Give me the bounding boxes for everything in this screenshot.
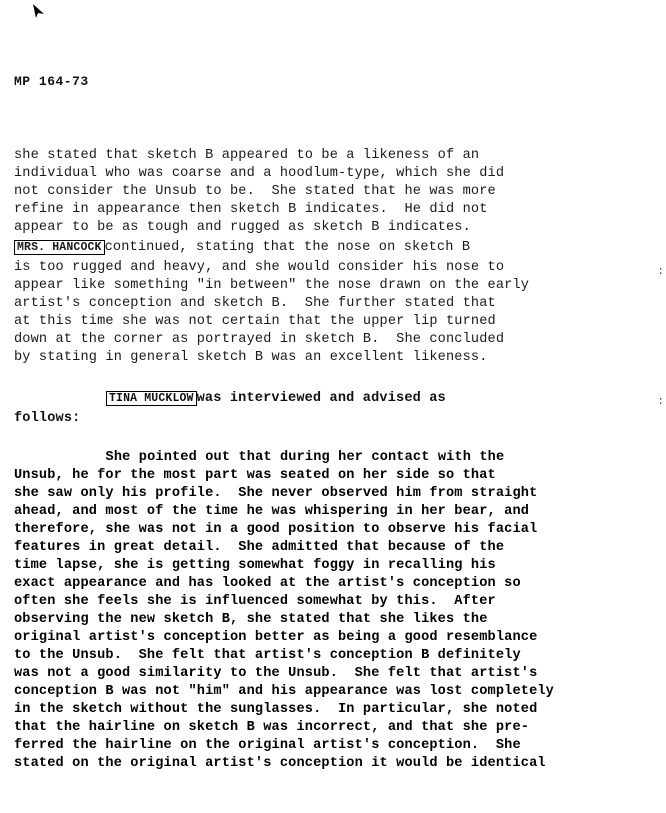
file-number: MP 164-73 bbox=[14, 74, 89, 89]
text-line: at this time she was not certain that the upper lip turned bbox=[14, 314, 496, 329]
text-line: exact appearance and has looked at the artist's conception so bbox=[14, 576, 521, 591]
text-line: original artist's conception better as being a good resemblance bbox=[14, 630, 538, 645]
text-line-with-name bbox=[106, 391, 446, 407]
text-line: appear to be as tough and rugged as sketch B indicates. bbox=[14, 220, 471, 235]
text-line: ahead, and most of the time he was whispering in her bear, and bbox=[14, 504, 530, 519]
text-line: is too rugged and heavy, and she would consider his nose to bbox=[14, 260, 505, 275]
text-line: was not a good similarity to the Unsub. She felt that artist's bbox=[14, 666, 538, 681]
text-fragment: was interviewed and advised as bbox=[196, 391, 446, 406]
text-line: refine in appearance then sketch B indicates. He did not bbox=[14, 202, 488, 217]
text-line: features in great detail. She admitted that because of the bbox=[14, 540, 505, 555]
text-line: appear like something "in between" the nose drawn on the early bbox=[14, 278, 530, 293]
text-line: she stated that sketch B appeared to be a likeness of an bbox=[14, 148, 480, 163]
text-line: she saw only his profile. She never observed him from straight bbox=[14, 486, 538, 501]
text-line: in the sketch without the sunglasses. In particular, she noted bbox=[14, 702, 538, 717]
redaction-box-name: TINA MUCKLOW bbox=[106, 391, 197, 406]
text-line: down at the corner as portrayed in sketch B. She concluded bbox=[14, 332, 505, 347]
text-line-with-name bbox=[14, 240, 470, 256]
text-line: artist's conception and sketch B. She further stated that bbox=[14, 296, 496, 311]
text-line: She pointed out that during her contact with the bbox=[64, 450, 505, 465]
text-line: to the Unsub. She felt that artist's conception B definitely bbox=[14, 648, 521, 663]
text-line: individual who was coarse and a hoodlum-type, which she did bbox=[14, 166, 505, 181]
text-line: conception B was not "him" and his appearance was lost completely bbox=[14, 684, 554, 699]
text-line: follows: bbox=[14, 411, 81, 426]
text-line: often she feels she is influenced somewhat by this. After bbox=[14, 594, 496, 609]
margin-mark-icon: : bbox=[657, 396, 664, 408]
text-line: stated on the original artist's conception it would be identical bbox=[14, 756, 546, 771]
text-line: by stating in general sketch B was an excellent likeness. bbox=[14, 350, 488, 365]
text-line: ferred the hairline on the original artist's conception. She bbox=[14, 738, 521, 753]
text-line: observing the new sketch B, she stated that she likes the bbox=[14, 612, 488, 627]
corner-arrow-icon bbox=[30, 2, 48, 20]
text-line: that the hairline on sketch B was incorrect, and that she pre- bbox=[14, 720, 530, 735]
margin-mark-icon: : bbox=[657, 266, 664, 278]
text-line: not consider the Unsub to be. She stated that he was more bbox=[14, 184, 496, 199]
redaction-box-name: MRS. HANCOCK bbox=[14, 240, 105, 255]
text-line: time lapse, she is getting somewhat foggy in recalling his bbox=[14, 558, 496, 573]
text-line: therefore, she was not in a good position to observe his facial bbox=[14, 522, 538, 537]
text-line: Unsub, he for the most part was seated on her side so that bbox=[14, 468, 496, 483]
text-fragment: continued, stating that the nose on sketch B bbox=[104, 240, 471, 255]
